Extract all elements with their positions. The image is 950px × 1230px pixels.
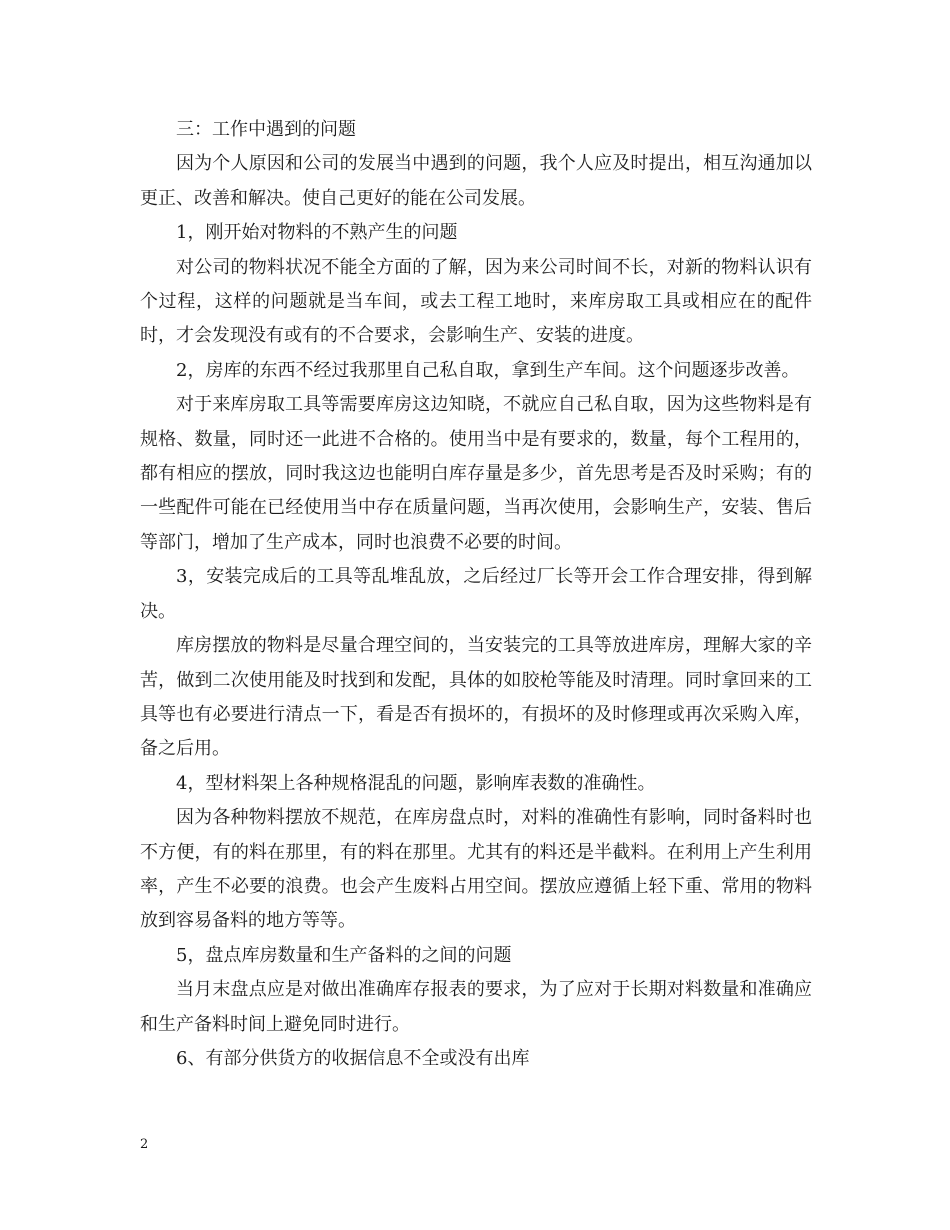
document-body — [140, 113, 812, 1076]
issue-heading-4: 4，型材料架上各种规格混乱的问题，影响库表数的准确性。 — [176, 772, 656, 794]
paragraph: 因为个人原因和公司的发展当中遇到的问题，我个人应及时提出，相互沟通加以更正、改善和解决。使自己更好的能在公司发展。 — [140, 153, 812, 209]
page-number: 2 — [140, 1137, 149, 1152]
paragraph: 对于来库房取工具等需要库房这边知晓，不就应自己私自取，因为这些物料是有规格、数量，同时还一此进不合格的。使用当中是有要求的，数量，每个工程用的，都有相应的摆放，同时我这边也能明白库存量是多少，首先思考是否及时采购；有的一些配件可能在已经使用当中存在质量问题，当再次使用，会影响生产，安装、售后等部门，增加了生产成本，同时也浪费不必要的时间。 — [140, 394, 812, 553]
issue-heading-1: 1，刚开始对物料的不熟产生的问题 — [176, 222, 458, 244]
section-heading: 三：工作中遇到的问题 — [176, 119, 356, 140]
issue-heading-2: 2，房库的东西不经过我那里自己私自取，拿到生产车间。这个问题逐步改善。 — [176, 359, 800, 381]
paragraph: 当月末盘点应是对做出准确库存报表的要求，为了应对于长期对料数量和准确应和生产备料时间上避免同时进行。 — [140, 979, 812, 1035]
paragraph: 库房摆放的物料是尽量合理空间的，当安装完的工具等放进库房，理解大家的辛苦，做到二次使用能及时找到和发配，具体的如胶枪等能及时清理。同时拿回来的工具等也有必要进行清点一下，看是否有损坏的，有损坏的及时修理或再次采购入库，备之后用。 — [140, 635, 812, 760]
issue-heading-6: 6、有部分供货方的收据信息不全或没有出库 — [176, 1047, 530, 1069]
paragraph: 因为各种物料摆放不规范，在库房盘点时，对料的准确性有影响，同时备料时也不方便，有的料在那里，有的料在那里。尤其有的料还是半截料。在利用上产生利用率，产生不必要的浪费。也会产生废料占用空间。摆放应遵循上轻下重、常用的物料放到容易备料的地方等等。 — [140, 807, 812, 932]
issue-heading-3: 3，安装完成后的工具等乱堆乱放，之后经过厂长等开会工作合理安排，得到解决。 — [140, 566, 812, 622]
issue-heading-5: 5，盘点库房数量和生产备料的之间的问题 — [176, 944, 512, 966]
paragraph: 对公司的物料状况不能全方面的了解，因为来公司时间不长，对新的物料认识有个过程，这样的问题就是当车间，或去工程工地时，来库房取工具或相应在的配件时，才会发现没有或有的不合要求，会影响生产、安装的进度。 — [140, 256, 812, 347]
